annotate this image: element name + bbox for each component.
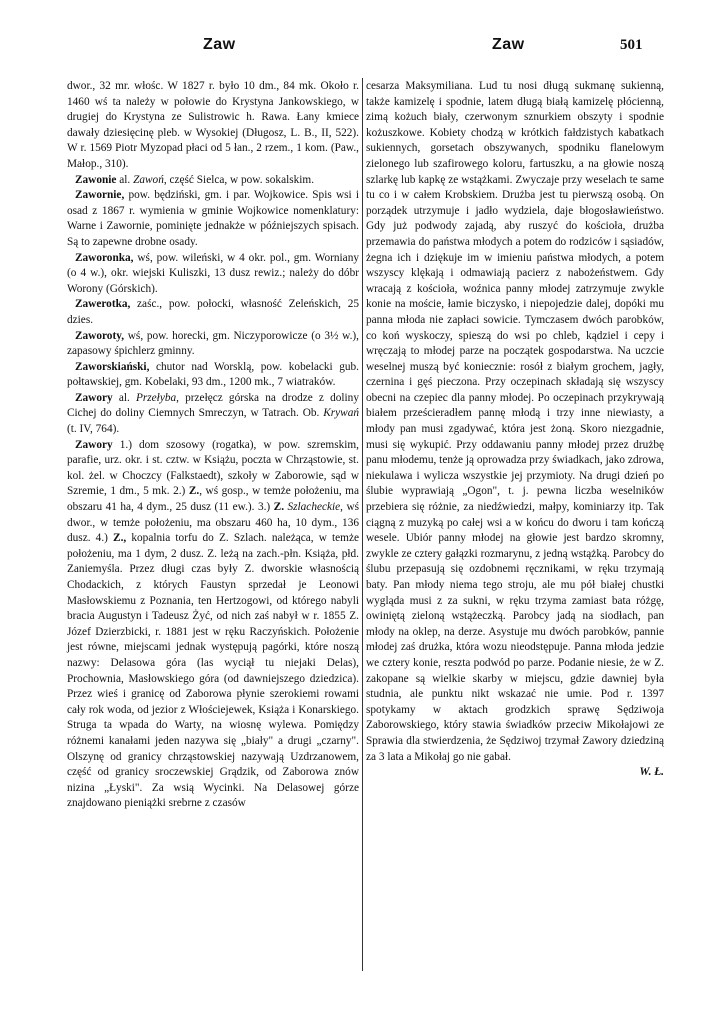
headword: Zawonie [75,173,117,186]
entry-text: , część Sielca, w pow. sokalskim. [163,173,315,186]
left-column [67,79,359,812]
right-column [366,79,664,781]
headword: Zawory [75,391,113,404]
entry-text: , przełęcz górska na drodze z doliny Cichej do doliny Ciemnych Smreczyn, w Tatrach. Ob. [67,391,359,420]
entry-text: chutor nad Worsklą, pow. kobelacki gub. połtawskiej, gm. Kobelaki, 93 dm., 1200 mk., 7 wiatraków. [67,360,359,389]
sub-headword-italic: Szlacheckie [284,501,341,514]
headword: Zaworoty, [75,329,125,342]
entry-text: (t. IV, 764). [67,423,120,436]
entry-text: zaśc., pow. połocki, własność Zeleńskich, 25 dzies. [67,298,359,326]
alias: Zawoń [133,173,164,186]
cross-reference: Krywań [323,407,359,420]
headword: Zawerotka, [75,298,131,311]
entry-zawornie [67,188,359,250]
author-signature: W. Ł. [639,766,664,779]
entry-text: wś, pow. horecki, gm. Niczyporowicze (o 3½ w.), zapasowy śpichlerz gminny. [67,329,359,358]
entry-zaworonka [67,251,359,298]
entry-text: wś, pow. wileński, w 4 okr. pol., gm. Worniany (o 4 w.), okr. wiejski Kuliszki, 13 dusz rewiz.; należy do dóbr Worony (Górskich). [67,251,359,295]
entry-text: al. [112,391,136,404]
left-running-head: Zaw [203,36,236,53]
entry-zawory-pass [67,391,359,438]
entry-zaworoty [67,329,359,360]
headword: Zaworskiański, [75,360,150,373]
entry-zawerotka [67,297,359,328]
headword: Zawornie, [75,189,125,202]
column-divider [362,78,363,971]
running-header [0,36,720,66]
entry-text: kopalnia torfu do Z. Szlach. należąca, w temże położeniu, ma 1 dym, 2 dusz. Z. leżą na zach.-płn. Książa, płd. Zaniemyśla. Przez długi czas były Z. dworskie własnością Chodackich, z których Faustyn sprzedał je Leonowi Masłowskiemu z Poznania, ten Hertzogowi, od którego nabyli bracia Augustyn i Tadeusz Żyć, od nich zaś nabył w r. 1855 Z. Józef Dzierzbicki, r. 1881 jest w ręku Raczyńskich. Położenie jest równe, miejscami jednak występują pagórki, które noszą nazwy: Delasowa góra (las wyciął tu niejaki Delas), Prochownia, Masłowskiego góra (od dawniejszego dziedzica). Przez wieś i granicę od Zaborowa płynie szerokiemi rowami cały rok woda, od jezior z Włościejewek, Książa i Konarskiego. Struga ta wpada do Warty, na wiosnę wylewa. Pomiędzy różnemi kanałami jeden nazywa się „biały" a drugi „czarny". Olszynę od granicy chrząstowskiej nazywają Uzdrzanowem, część od granicy sroczewskiej Grądzik, od Zaborowa znów nizina „Łyski". Za wsią Wycinki. Na Delasowej górze znajdowano pieniążki srebrne z czasów [67,532,359,810]
entry-zawonie [67,173,359,189]
sub-headword: Z. [188,485,200,498]
sub-headword: Z., [113,532,127,545]
page-number: 501 [620,37,643,53]
entry-text: , wś dwor., w temże położeniu, ma obszaru 460 ha, 10 dym., 136 dusz. 4.) [67,501,360,545]
sub-headword: Z. [273,501,285,514]
alias: Przełyba [135,391,177,404]
entry-text: , wś gosp., w temże położeniu, ma obszaru 41 ha, 4 dym., 25 dusz (11 ew.). 3.) [67,485,359,514]
right-running-head: Zaw [492,36,525,53]
entry-text: 1.) dom szosowy (rogatka), w pow. szremskim, parafie, urz. okr. i st. cztw. w Książu, poczta w Chrząstowie, st. kol. żel. w Choczcy (Falkstaedt), szkoły w Zaborowie, sąd w Szremie, 1 dm., 5 mk. 2.) [67,438,359,498]
headword: Zawory [75,438,113,451]
entry-text: al. [116,173,134,186]
entry-continuation: dwor., 32 mr. włośc. W 1827 r. było 10 dm., 84 mk. Około r. 1460 wś ta należy w połowie do Krystyna Jankowskiego, w drugiej do Krystyna ze Sulistrowic h. Rawa. Łany kmiece dawały dziesięcinę pleb. w Wysokiej (Długosz, L. B., II, 522). W r. 1569 Piotr Myzopad płaci od 5 łan., 2 rzem., 1 kom. (Paw., Małop., 310). [67,80,359,170]
entry-zaworskianski [67,360,359,391]
headword: Zaworonka, [75,251,134,264]
entry-text: pow. będziński, gm. i par. Wojkowice. Spis wsi i osad z 1867 r. wymienia w gminie Wojkowice nomenklatury: Warne i Zawornie, pominięte jednakże w późniejszych spisach. Są to zapewne drobne osady. [67,189,359,248]
entry-zawory [67,438,359,812]
entry-continuation: cesarza Maksymiliana. Lud tu nosi długą sukmanę sukienną, także kamizelę i spodnie, latem długą białą kamizelę płócienną, zimą kożuch biały, czerwonym sznurkiem obszyty i spodnie kożuszkowe. Kobiety chodzą w krótkich fałdzistych kabatkach sukiennych, gorsetach obszywanych, spodniku flanelowym zielonego lub szafirowego koloru, fartuszku, a na głowie noszą szlarkę lub kapkę ze wstążkami. Zwyczaje przy weselach te same tu co i w całem Krobskiem. Drużba jest tu pierwszą osobą. On porządek utrzymuje i jadło wydziela, daje błogosławieństwo. Gdy już podwody zajadą, aby ruszyć do kościoła, drużba przemawia do państwa młodych a potem do rodziców i sąsiadów, żegna ich i dziękuje im w imieniu państwa młodych, a potem wszyscy klękają i odmawiają pacierz z nabożeństwem. Gdy wracają z kościoła, woźnica panny młodej zatrzymuje zwykle konie na moście, łamie biczysko, i niepojedzie dalej, dopóki mu panna młoda nie zapłaci sowicie. Tymczasem dwóch parobków, co koń wyskoczy, spieszą do wsi po chleb, kądziel i cepy i wręczają to młodej parze na początek gospodarstwa. Na uczcie weselnej muszą być koniecznie: rosół z białym grochem, jagły, czernina i gęś pieczona. Przy oczepinach składają się wszyscy obecni na czepiec dla panny młodej. Po oczepinach przykrywają białem prześcieradłem pannę młodą i trzy inne niewiasty, a młody pan musi zgadywać, która jest żoną. Skoro niezgadnie, musi się wykupić. Przy oddawaniu panny młodej przez drużbę panu młodemu, tenże ją oprowadza przy świadkach, jako zdrowa, niekulawa i wylicza wszystkie jej przymioty. Na drugi dzień po ślubie wyprawiają „Ogon", t. j. pewna liczba weselników przebiera się różnie, za niedźwiedzi, małpy, kominiarzy itp. Tak ciągną z muzyką po całej wsi a w końcu do dworu i tam kończą wesele. Ubiór panny młodej na głowie jest bardzo skromny, zwykle ze cztery gałązki rozmarynu, z jedną wstążką. Parobcy do ślubu przepasują się ozdobnemi ręcznikami, w ręku trzymają baty. Pan młody niema tego stroju, ale mu pół białej chustki wygląda musi z za sukni, w ręku trzyma zamiast bata różgę, owiniętą zieloną wstążeczką. Parobcy jadą na siodłach, pan młody na oklep, na derze. Asystuje mu dwóch parobków, pannie młodej zaś drużka, która wozu nieodstępuje. Panna młoda jedzie we cztery konie, reszta podwód po parze. Podanie niesie, że w Z. zakopane są wielkie skarby w miejscu, gdzie dawniej była studnia, ale punktu nikt wskazać nie umie. Pod r. 1397 spotykamy w aktach grodzkich sprawę Sędziwoja Zaborowskiego, który stawia świadków przeciw Mikołajowi ze Sprawia dla stwierdzenia, że Sędziwoj trzymał Zawory dziedziną za 3 lata a Mikołaj go nie gabał. [366,80,664,763]
